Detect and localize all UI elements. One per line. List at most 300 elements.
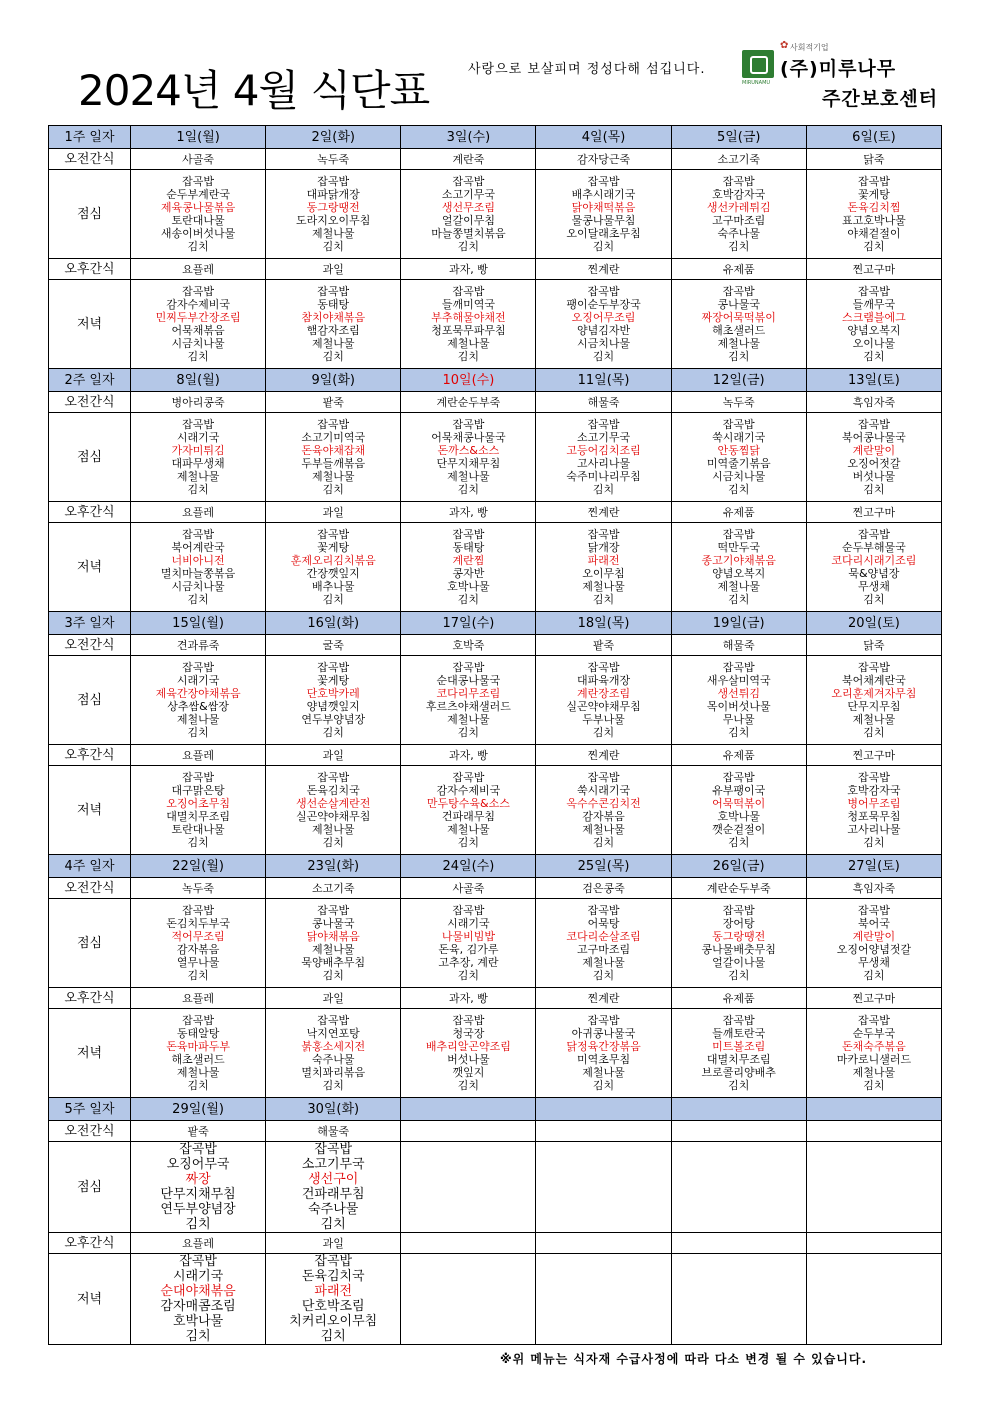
menu-item: 시금치나물 [712,470,766,483]
afternoon-cell [671,1233,806,1254]
menu-item: 잡곡밥 [452,771,485,784]
menu-item: 잡곡밥 [317,528,350,541]
menu-item: 나물비빔밥 [441,930,495,943]
menu-item: 잡곡밥 [587,175,620,188]
morning-label: 오전간식 [49,392,131,413]
menu-item: 감자매콤조림 [160,1299,236,1314]
menu-item: 연두부양념장 [301,713,366,726]
week-header-row [49,612,942,635]
menu-item: 잡곡밥 [587,904,620,917]
menu-item: 돈육, 김가루 [438,943,499,956]
menu-item: 김치 [320,1329,346,1344]
menu-item: 파래전 [314,1284,353,1299]
lunch-label: 점심 [49,170,131,259]
morning-label: 오전간식 [49,149,131,170]
day-header: 9일(화) [266,369,401,392]
dinner-cell [806,280,941,369]
menu-item: 잡곡밥 [317,771,350,784]
lunch-cell [671,656,806,745]
menu-item: 순두부계란국 [166,188,230,201]
dinner-label: 저녁 [49,523,131,612]
day-header [671,1098,806,1121]
menu-item: 닭야채볶음 [306,930,360,943]
social-mark-icon: ✿ [780,40,789,51]
menu-item: 적어무조림 [171,930,225,943]
lunch-cell [401,170,536,259]
menu-item: 잡곡밥 [182,528,215,541]
morning-cell: 흑임자죽 [806,392,941,413]
menu-item: 연두부양념장 [160,1202,236,1217]
menu-item: 시금치나물 [171,580,225,593]
morning-cell: 계란죽 [401,149,536,170]
menu-item: 코다리무조림 [436,687,501,700]
dinner-row [49,280,942,369]
dinner-cell [671,280,806,369]
menu-item: 제철나물 [852,1066,896,1079]
dinner-label: 저녁 [49,1009,131,1098]
menu-item: 김치 [863,1079,885,1092]
menu-item: 생선카레튀김 [706,201,771,214]
menu-item: 새우살미역국 [706,674,771,687]
menu-item: 김치 [457,483,480,496]
dinner-cell [536,523,671,612]
menu-item: 오징어초무침 [166,797,230,810]
menu-item: 고등어김치조림 [566,444,641,457]
menu-item: 동태알탕 [176,1027,220,1040]
menu-item: 깻순겉절이 [712,823,766,836]
lunch-cell [806,899,941,988]
menu-item: 김치 [322,350,344,363]
morning-cell: 병아리콩죽 [131,392,266,413]
menu-item: 순두부국 [852,1027,896,1040]
menu-item: 잡곡밥 [452,528,485,541]
menu-item: 제철나물 [176,1066,220,1079]
morning-label: 오전간식 [49,878,131,899]
menu-item: 김치 [322,593,344,606]
morning-cell: 검은콩죽 [536,878,671,899]
dinner-cell [131,766,266,855]
morning-row [49,1121,942,1142]
afternoon-row [49,988,942,1009]
menu-item: 들깨무국 [852,298,896,311]
menu-item: 생선튀김 [717,687,760,700]
menu-item: 잡곡밥 [182,175,215,188]
morning-label: 오전간식 [49,1121,131,1142]
afternoon-cell: 찐고구마 [806,502,941,523]
menu-item: 제육간장야채볶음 [155,687,241,700]
menu-item: 너비아니전 [171,554,225,567]
afternoon-cell: 찐계란 [536,745,671,766]
morning-cell: 감자당근죽 [536,149,671,170]
lunch-row [49,170,942,259]
morning-cell: 계란순두부죽 [401,392,536,413]
menu-item: 스크램블에그 [842,311,906,324]
afternoon-cell: 찐고구마 [806,745,941,766]
menu-item: 치커리오이무침 [289,1314,378,1329]
menu-item: 김치 [322,483,344,496]
menu-item: 동그랑땡전 [306,201,360,214]
menu-item: 김치 [728,969,750,982]
menu-item: 제철나물 [447,823,490,836]
menu-item: 토란대나물 [171,823,225,836]
menu-item: 생선구이 [308,1172,359,1187]
menu-item: 두부들깨볶음 [301,457,366,470]
menu-item: 병어무조림 [847,797,901,810]
dinner-cell [266,1254,401,1345]
afternoon-cell: 유제품 [671,502,806,523]
menu-item: 들깨토란국 [712,1027,766,1040]
menu-item: 잡곡밥 [857,904,890,917]
lunch-cell [401,656,536,745]
menu-item: 김치 [322,836,344,849]
morning-cell: 사골죽 [131,149,266,170]
menu-item: 유부팽이국 [712,784,766,797]
menu-item: 어묵채볶음 [171,324,225,337]
menu-item: 잡곡밥 [314,1254,353,1269]
week-label: 3주 일자 [49,612,131,635]
afternoon-row [49,502,942,523]
menu-item: 쑥시래기국 [576,784,631,797]
menu-item: 고사리나물 [847,823,901,836]
lunch-cell [401,1142,536,1233]
menu-item: 제철나물 [447,713,490,726]
dinner-cell [536,766,671,855]
menu-item: 숙주미나리무침 [566,470,641,483]
lunch-cell [131,170,266,259]
menu-item: 잡곡밥 [722,418,755,431]
menu-item: 잡곡밥 [452,418,485,431]
afternoon-cell: 과일 [266,1233,401,1254]
menu-item: 김치 [592,483,615,496]
morning-cell [536,1121,671,1142]
menu-item: 오이무침 [582,567,625,580]
lunch-label: 점심 [49,656,131,745]
menu-item: 얼갈이무침 [441,214,495,227]
menu-item: 제철나물 [582,823,625,836]
menu-item: 김치 [592,726,615,739]
menu-item: 들깨미역국 [441,298,495,311]
menu-item: 김치 [728,836,750,849]
day-header: 8일(월) [131,369,266,392]
menu-item: 순두부해물국 [842,541,906,554]
menu-item: 계란장조림 [576,687,631,700]
menu-item: 숙주나물 [308,1202,359,1217]
menu-item: 무생채 [857,580,890,593]
menu-item: 돈육마파두부 [166,1040,230,1053]
menu-item: 어묵탕 [587,917,620,930]
menu-item: 북어콩나물국 [842,431,906,444]
menu-item: 잡곡밥 [857,1014,890,1027]
day-header: 15일(월) [131,612,266,635]
menu-item: 파래전 [587,554,620,567]
menu-item: 잡곡밥 [722,285,755,298]
menu-item: 제철나물 [311,823,355,836]
menu-item: 감자수제비국 [436,784,501,797]
day-header [401,1098,536,1121]
menu-item: 김치 [592,240,615,253]
menu-item: 쑥시래기국 [712,431,766,444]
morning-cell: 해물죽 [266,1121,401,1142]
week-label: 1주 일자 [49,126,131,149]
dinner-cell [266,766,401,855]
menu-item: 김치 [728,726,750,739]
morning-cell [671,1121,806,1142]
afternoon-cell [806,1233,941,1254]
afternoon-cell: 요플레 [131,988,266,1009]
company-logo [742,40,962,112]
menu-item: 잡곡밥 [587,285,620,298]
lunch-cell [266,170,401,259]
menu-item: 잡곡밥 [179,1142,217,1157]
afternoon-cell: 과자, 빵 [401,502,536,523]
day-header: 16일(화) [266,612,401,635]
menu-item: 돈육김치찜 [847,201,901,214]
morning-cell: 굴죽 [266,635,401,656]
menu-item: 호박나물 [172,1314,224,1329]
menu-item: 감자볶음 [582,810,625,823]
menu-item: 제철나물 [176,713,220,726]
menu-item: 아귀콩나물국 [571,1027,636,1040]
morning-cell: 닭죽 [806,635,941,656]
afternoon-cell: 과자, 빵 [401,988,536,1009]
lunch-cell [536,899,671,988]
day-header: 22일(월) [131,855,266,878]
lunch-cell [536,656,671,745]
menu-item: 무나물 [722,713,755,726]
menu-item: 잡곡밥 [587,528,620,541]
menu-item: 고추장, 계란 [438,956,499,969]
menu-item: 미역초무침 [576,1053,631,1066]
menu-item: 짜장어묵떡볶이 [701,311,776,324]
menu-item: 훈제오리김치볶음 [290,554,376,567]
menu-item: 김치 [187,483,209,496]
dinner-cell [266,280,401,369]
menu-item: 잡곡밥 [452,904,485,917]
menu-item: 잡곡밥 [722,1014,755,1027]
menu-item: 깻잎지 [452,1066,485,1079]
menu-item: 김치 [863,969,885,982]
menu-item: 오징어무조림 [571,311,636,324]
dinner-cell [671,523,806,612]
menu-item: 붉홍소세지전 [301,1040,366,1053]
afternoon-row [49,745,942,766]
afternoon-cell: 요플레 [131,1233,266,1254]
menu-item: 제철나물 [447,470,490,483]
menu-table [48,125,942,1345]
morning-cell: 소고기죽 [266,878,401,899]
menu-item: 잡곡밥 [587,418,620,431]
menu-item: 김치 [592,969,615,982]
menu-item: 짜장 [185,1172,211,1187]
menu-item: 잡곡밥 [452,175,485,188]
menu-item: 배추리알곤약조림 [425,1040,511,1053]
menu-item: 잡곡밥 [857,771,890,784]
menu-item: 새송이버섯나물 [160,227,236,240]
menu-item: 실곤약야채무침 [566,700,641,713]
lunch-cell [266,413,401,502]
lunch-cell [131,413,266,502]
menu-item: 김치 [863,240,885,253]
menu-item: 김치 [187,836,209,849]
menu-item: 김치 [457,836,480,849]
lunch-cell [671,413,806,502]
menu-item: 고구마조림 [712,214,766,227]
menu-item: 단무지채무침 [160,1187,236,1202]
menu-item: 꽃게탕 [317,541,350,554]
menu-item: 콩나물배춧무침 [701,943,776,956]
tree-icon [742,50,774,78]
menu-item: 잡곡밥 [317,1014,350,1027]
menu-item: 김치 [728,483,750,496]
lunch-label: 점심 [49,413,131,502]
dinner-row [49,1009,942,1098]
dinner-cell [671,1254,806,1345]
dinner-cell [131,1009,266,1098]
menu-item: 김치 [863,726,885,739]
menu-item: 청포묵무침 [847,810,901,823]
menu-item: 얼갈이나물 [712,956,766,969]
day-header: 25일(목) [536,855,671,878]
menu-item: 멸치꽈리볶음 [301,1066,366,1079]
day-header [806,1098,941,1121]
menu-item: 잡곡밥 [182,661,215,674]
menu-item: 잡곡밥 [587,1014,620,1027]
lunch-cell [131,656,266,745]
dinner-cell [401,766,536,855]
menu-item: 콩나물국 [311,917,355,930]
dinner-cell [131,523,266,612]
menu-item: 어묵떡볶이 [712,797,766,810]
morning-cell: 흑임자죽 [806,878,941,899]
menu-item: 잡곡밥 [857,418,890,431]
menu-item: 김치 [728,240,750,253]
menu-item: 부추해물야채전 [431,311,506,324]
menu-item: 오이나물 [852,337,896,350]
lunch-cell [536,1142,671,1233]
menu-item: 김치 [187,969,209,982]
menu-item: 실곤약야채무침 [296,810,371,823]
dinner-cell [806,1009,941,1098]
menu-item: 버섯나물 [852,470,896,483]
menu-item: 잡곡밥 [452,285,485,298]
afternoon-cell: 과일 [266,988,401,1009]
menu-item: 제철나물 [582,580,625,593]
menu-item: 숙주나물 [311,1053,355,1066]
menu-item: 돈채숙주볶음 [842,1040,906,1053]
menu-item: 제철나물 [582,956,625,969]
menu-item: 시래기국 [447,917,490,930]
menu-item: 돈육김치국 [306,784,360,797]
menu-item: 제육콩나물볶음 [160,201,236,214]
menu-item: 제철나물 [176,470,220,483]
menu-item: 꽃게탕 [317,674,350,687]
menu-item: 북어국 [857,917,890,930]
menu-item: 배추나물 [311,580,355,593]
lunch-row [49,413,942,502]
menu-item: 잡곡밥 [857,175,890,188]
footnote: ※위 메뉴는 식자재 수급사정에 따라 다소 변경 될 수 있습니다. [500,1352,868,1366]
menu-item: 순대콩나물국 [436,674,501,687]
day-header: 13일(토) [806,369,941,392]
dinner-cell [806,1254,941,1345]
day-header: 5일(금) [671,126,806,149]
menu-item: 잡곡밥 [722,661,755,674]
lunch-label: 점심 [49,899,131,988]
menu-item: 낙지연포탕 [306,1027,360,1040]
menu-item: 꽃게탕 [857,188,890,201]
dinner-label: 저녁 [49,280,131,369]
afternoon-cell: 찐계란 [536,259,671,280]
menu-item: 청국장 [452,1027,485,1040]
menu-item: 제철나물 [447,337,490,350]
afternoon-cell: 과일 [266,745,401,766]
afternoon-cell: 요플레 [131,745,266,766]
menu-item: 오징어젓갈 [847,457,901,470]
menu-item: 김치 [320,1217,346,1232]
week-label: 5주 일자 [49,1098,131,1121]
menu-item: 김치 [322,969,344,982]
afternoon-label: 오후간식 [49,259,131,280]
menu-item: 오리훈제겨자무침 [831,687,917,700]
dinner-cell [401,1009,536,1098]
day-header: 27일(토) [806,855,941,878]
menu-item: 호박감자국 [847,784,901,797]
lunch-cell [401,899,536,988]
menu-item: 김치 [187,240,209,253]
morning-label: 오전간식 [49,635,131,656]
menu-item: 건파래무침 [441,810,495,823]
menu-item: 배추시래기국 [571,188,636,201]
menu-item: 순대야채볶음 [160,1284,236,1299]
menu-item: 표고호박나물 [842,214,906,227]
week-label: 4주 일자 [49,855,131,878]
menu-item: 야채겉절이 [847,227,901,240]
menu-item: 계란말이 [852,930,896,943]
menu-item: 대파닭개장 [306,188,360,201]
menu-item: 김치 [185,1329,211,1344]
menu-item: 참치야채볶음 [301,311,366,324]
menu-item: 콩나물국 [717,298,760,311]
menu-item: 잡곡밥 [182,418,215,431]
menu-item: 옥수수콘김치전 [566,797,641,810]
afternoon-cell: 요플레 [131,502,266,523]
menu-item: 북어계란국 [171,541,225,554]
menu-item: 도라지오이무침 [296,214,371,227]
day-header: 4일(목) [536,126,671,149]
morning-cell: 닭죽 [806,149,941,170]
menu-item: 햄감자조림 [306,324,360,337]
menu-item: 장어탕 [722,917,755,930]
menu-item: 잡곡밥 [314,1142,353,1157]
menu-item: 두부나물 [582,713,625,726]
menu-item: 김치 [322,240,344,253]
menu-item: 대파무생채 [171,457,225,470]
menu-item: 단무지무침 [847,700,901,713]
afternoon-cell: 과자, 빵 [401,259,536,280]
day-header: 20일(토) [806,612,941,635]
menu-item: 미트볼조림 [712,1040,766,1053]
day-header: 11일(목) [536,369,671,392]
menu-item: 오징어양념젓갈 [836,943,912,956]
menu-item: 제철나물 [311,227,355,240]
menu-item: 열무나물 [176,956,220,969]
menu-item: 상추쌈&쌈장 [167,700,229,713]
week-header-row [49,126,942,149]
menu-item: 김치 [592,1079,615,1092]
lunch-row [49,656,942,745]
week-header-row [49,1098,942,1121]
menu-item: 김치 [863,483,885,496]
